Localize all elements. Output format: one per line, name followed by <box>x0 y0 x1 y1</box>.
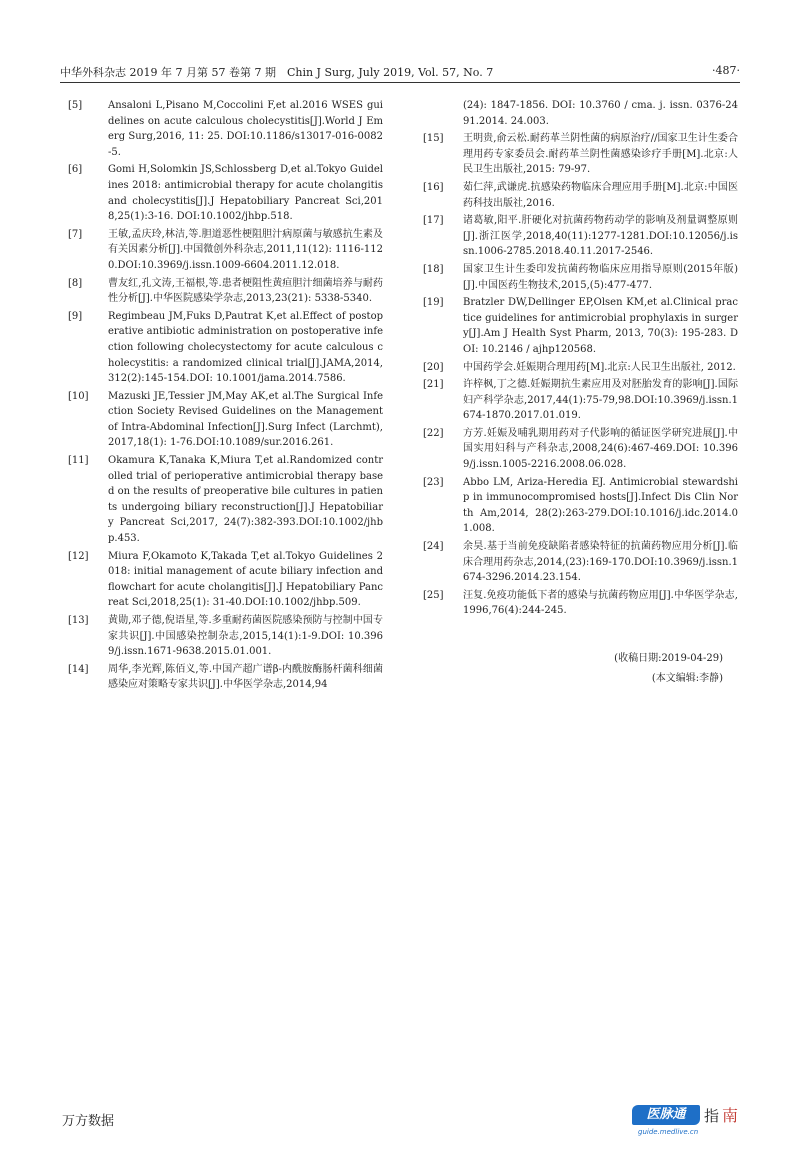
reference-text: 王明贵,俞云松.耐药革兰阴性菌的病原治疗//国家卫生计生委合理用药专家委员会.耐药革兰阴性菌感染诊疗手册[M].北京:人民卫生出版社,2015: 79-97. <box>463 133 738 176</box>
running-header <box>60 64 740 80</box>
reference-text: Bratzler DW,Dellinger EP,Olsen KM,et al.Clinical practice guidelines for antimicrobial prophylaxis in surgery[J].Am J Health Syst Pharm, 2013, 70(3): 195-283. DOI: 10.2146 / ajhp120568. <box>463 297 738 355</box>
reference-item <box>68 613 383 660</box>
reference-text: Mazuski JE,Tessier JM,May AK,et al.The Surgical Infection Society Revised Guidelines on the Management of Intra-Abdominal Infection[J].Surg Infect (Larchmt),2017,18(1): 1-76.DOI:10.1089/sur.2016.261. <box>108 390 383 449</box>
reference-text: 余昊.基于当前免疫缺陷者感染特征的抗菌药物应用分析[J].临床合理用药杂志,2014,(23):169-170.DOI:10.3969/j.issn.1674-3296.2014.23.154. <box>463 541 738 584</box>
reference-item <box>423 180 738 211</box>
reference-text: Miura F,Okamoto K,Takada T,et al.Tokyo Guidelines 2018: initial management of acute biliary infection and flowchart for acute cholangitis[J].J Hepatobiliary Pancreat Sci,2018,25(1): 31-40.DOI:10.1002/jhbp.509. <box>108 550 383 609</box>
reference-text: 黄勋,邓子德,倪语星,等.多重耐药菌医院感染预防与控制中国专家共识[J].中国感染控制杂志,2015,14(1):1-9.DOI: 10.3969/j.issn.1671-9638.2015.01.001. <box>108 615 383 658</box>
reference-number: [10] <box>68 390 89 402</box>
medlive-logo <box>632 1103 742 1143</box>
wanfang-watermark: 万方数据 <box>62 1114 115 1129</box>
reference-number: [22] <box>423 427 444 439</box>
reference-text: 方芳.妊娠及哺乳期用药对子代影响的循证医学研究进展[J].中国实用妇科与产科杂志,2008,24(6):467-469.DOI: 10.3969/j.issn.1005-2216.2008.06.028. <box>463 427 738 471</box>
reference-item <box>423 295 738 357</box>
reference-number: [21] <box>423 379 444 391</box>
logo-url: guide.medlive.cn <box>638 1128 699 1136</box>
reference-item <box>423 539 738 586</box>
reference-text: 中国药学会.妊娠期合理用药[M].北京:人民卫生出版社, 2012. <box>463 361 736 373</box>
editor-note: (本文编辑:李静) <box>651 673 723 684</box>
reference-item <box>423 377 738 424</box>
reference-item <box>423 588 738 619</box>
reference-text: 茹仁萍,武谦虎.抗感染药物临床合理应用手册[M].北京:中国医药科技出版社,2016. <box>463 181 738 209</box>
reference-text: 诸葛敏,阳平.肝硬化对抗菌药物药动学的影响及剂量调整原则[J].浙江医学,2018,40(11):1277-1281.DOI:10.12056/j.issn.1006-2785.2018.40.11.2017-2546. <box>463 215 738 258</box>
reference-item <box>68 453 383 547</box>
reference-number: [23] <box>423 476 444 488</box>
received-date: (收稿日期:2019-04-29) <box>614 653 723 664</box>
reference-number: [18] <box>423 263 444 275</box>
logo-zhi: 指 <box>704 1107 720 1125</box>
reference-number: [7] <box>68 228 83 240</box>
reference-number: [13] <box>68 615 89 626</box>
reference-number: [16] <box>423 181 444 193</box>
reference-text: Ansaloni L,Pisano M,Coccolini F,et al.2016 WSES guidelines on acute calculous cholecystitis[J].World J Emerg Surg,2016, 11: 25. DOI:10.1186/s13017-016-0082-5. <box>108 100 383 158</box>
reference-item <box>423 262 738 293</box>
reference-number: [6] <box>68 164 83 176</box>
reference-item <box>423 98 738 129</box>
journal-citation: 中华外科杂志 2019 年 7 月第 57 卷第 7 期 Chin J Surg, July 2019, Vol. 57, No. 7 <box>60 66 494 79</box>
reference-item <box>68 309 383 387</box>
header-rule <box>60 82 740 83</box>
reference-number: [11] <box>68 455 89 467</box>
reference-item <box>68 98 383 160</box>
medlive-logo-mark: 医脉通 <box>632 1105 700 1125</box>
reference-text: Gomi H,Solomkin JS,Schlossberg D,et al.Tokyo Guidelines 2018: antimicrobial therapy for acute cholangitis and cholecystitis[J].J Hepatobiliary Pancreat Sci,2018,25(1):3-16. DOI:10.1002/jhbp.518. <box>108 164 383 223</box>
reference-number: [25] <box>423 589 444 601</box>
reference-number: [8] <box>68 277 83 289</box>
reference-text: (24): 1847-1856. DOI: 10.3760 / cma. j. issn. 0376-2491.2014. 24.003. <box>463 100 738 127</box>
reference-number: [9] <box>68 310 83 322</box>
reference-item <box>423 131 738 178</box>
page-number: ·487· <box>712 64 740 77</box>
reference-item <box>68 276 383 307</box>
reference-text: Okamura K,Tanaka K,Miura T,et al.Randomized controlled trial of perioperative antimicrobial therapy based on the results of preoperative bile cultures in patients undergoing biliary reconstruction[J].J Hepatobiliary Pancreat Sci,2017, 24(7):382-393.DOI:10.1002/jhbp.453. <box>108 455 383 545</box>
reference-number: [15] <box>423 133 444 145</box>
references-right-column <box>423 98 738 621</box>
reference-text: 周华,李光辉,陈佰义,等.中国产超广谱β-内酰胺酶肠杆菌科细菌感染应对策略专家共识[J].中华医学杂志,2014,94 <box>108 663 383 691</box>
reference-item <box>68 662 383 693</box>
reference-item <box>68 162 383 224</box>
reference-item <box>68 549 383 611</box>
reference-item <box>423 360 738 376</box>
reference-number: [5] <box>68 100 83 111</box>
reference-number: [24] <box>423 541 444 553</box>
references-left-column <box>68 98 383 695</box>
reference-item <box>68 227 383 274</box>
reference-item <box>423 475 738 537</box>
reference-text: 王敏,孟庆玲,林洁,等.胆道恶性梗阻胆汁病原菌与敏感抗生素及有关因素分析[J].中国微创外科杂志,2011,11(12): 1116-1120.DOI:10.3969/j.issn.1009-6604.2011.12.018. <box>108 228 383 271</box>
reference-number: [12] <box>68 550 89 562</box>
reference-item <box>68 389 383 451</box>
reference-text: 许梓枫,丁之德.妊娠期抗生素应用及对胚胎发育的影响[J].国际妇产科学杂志,2017,44(1):75-79,98.DOI:10.3969/j.issn.1674-1870.2017.01.019. <box>463 379 738 422</box>
reference-number: [19] <box>423 297 444 309</box>
reference-text: Regimbeau JM,Fuks D,Pautrat K,et al.Effect of postoperative antibiotic administration on postoperative infection following cholecystectomy for acute calculous cholecystitis: a randomized clinical trial[J].JAMA,2014,312(2):145-154.DOI: 10.1001/jama.2014.7586. <box>108 310 383 385</box>
reference-text: 曹友红,孔文涛,王福根,等.患者梗阻性黄疸胆汁细菌培养与耐药性分析[J].中华医院感染学杂志,2013,23(21): 5338-5340. <box>108 277 383 305</box>
reference-number: [14] <box>68 663 89 675</box>
reference-item <box>423 213 738 260</box>
reference-number: [17] <box>423 215 444 227</box>
reference-text: 汪复.免疫功能低下者的感染与抗菌药物应用[J].中华医学杂志,1996,76(4):244-245. <box>463 589 738 617</box>
reference-text: Abbo LM, Ariza-Heredia EJ. Antimicrobial stewardship in immunocompromised hosts[J].Infect Dis Clin North Am,2014, 28(2):263-279.DOI:10.1016/j.idc.2014.01.008. <box>463 476 738 535</box>
reference-item <box>423 426 738 473</box>
reference-number: [20] <box>423 361 444 373</box>
logo-nan: 南 <box>722 1106 739 1125</box>
reference-text: 国家卫生计生委印发抗菌药物临床应用指导原则(2015年版)[J].中国医药生物技术,2015,(5):477-477. <box>463 263 738 291</box>
